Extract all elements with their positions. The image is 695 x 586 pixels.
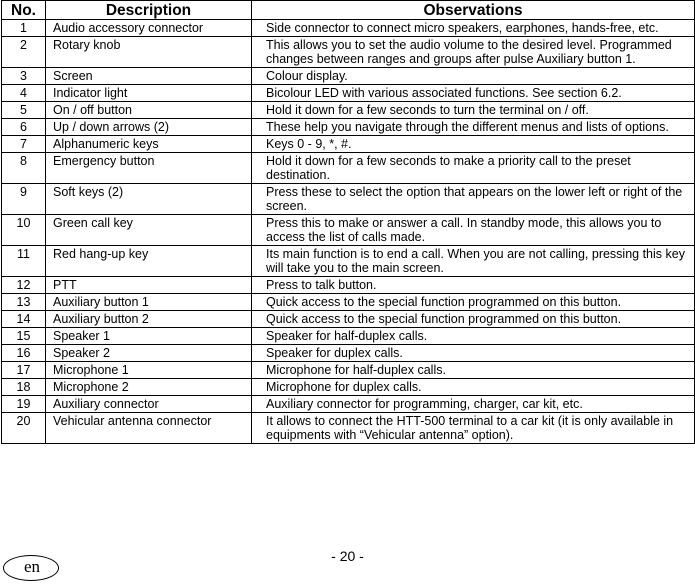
row-number: 17 xyxy=(2,362,46,379)
row-observations: Hold it down for a few seconds to make a priority call to the preset destination. xyxy=(252,153,695,184)
row-observations: Speaker for duplex calls. xyxy=(252,345,695,362)
table-row xyxy=(2,102,695,119)
row-observations: Bicolour LED with various associated functions. See section 6.2. xyxy=(252,85,695,102)
row-observations: Colour display. xyxy=(252,68,695,85)
row-observations: Press this to make or answer a call. In standby mode, this allows you to access the list of calls made. xyxy=(252,215,695,246)
row-number: 10 xyxy=(2,215,46,246)
row-observations: Hold it down for a few seconds to turn the terminal on / off. xyxy=(252,102,695,119)
row-observations: Quick access to the special function programmed on this button. xyxy=(252,311,695,328)
table-row xyxy=(2,277,695,294)
table-row xyxy=(2,136,695,153)
table-row xyxy=(2,311,695,328)
table-row xyxy=(2,345,695,362)
row-description: Speaker 2 xyxy=(46,345,252,362)
row-number: 12 xyxy=(2,277,46,294)
row-number: 7 xyxy=(2,136,46,153)
table-row xyxy=(2,379,695,396)
components-table xyxy=(1,0,695,444)
table-row xyxy=(2,396,695,413)
table-row xyxy=(2,362,695,379)
row-number: 9 xyxy=(2,184,46,215)
row-observations: Microphone for duplex calls. xyxy=(252,379,695,396)
row-number: 1 xyxy=(2,20,46,37)
table-row xyxy=(2,294,695,311)
row-number: 20 xyxy=(2,413,46,444)
row-observations: Press to talk button. xyxy=(252,277,695,294)
row-number: 11 xyxy=(2,246,46,277)
row-description: Vehicular antenna connector xyxy=(46,413,252,444)
row-description: Auxiliary button 2 xyxy=(46,311,252,328)
row-description: PTT xyxy=(46,277,252,294)
row-description: Rotary knob xyxy=(46,37,252,68)
row-description: Up / down arrows (2) xyxy=(46,119,252,136)
row-description: Emergency button xyxy=(46,153,252,184)
language-badge: en xyxy=(3,555,59,581)
row-description: Alphanumeric keys xyxy=(46,136,252,153)
row-observations: Microphone for half-duplex calls. xyxy=(252,362,695,379)
table-row xyxy=(2,20,695,37)
table-row xyxy=(2,413,695,444)
row-number: 14 xyxy=(2,311,46,328)
table-body xyxy=(2,20,695,444)
table-row xyxy=(2,153,695,184)
row-description: Auxiliary connector xyxy=(46,396,252,413)
header-description: Description xyxy=(46,1,252,20)
table-row xyxy=(2,85,695,102)
row-number: 5 xyxy=(2,102,46,119)
row-observations: Press these to select the option that appears on the lower left or right of the screen. xyxy=(252,184,695,215)
table-header-row xyxy=(2,1,695,20)
table-row xyxy=(2,37,695,68)
row-description: Indicator light xyxy=(46,85,252,102)
header-observations: Observations xyxy=(252,1,695,20)
header-no: No. xyxy=(2,1,46,20)
row-number: 4 xyxy=(2,85,46,102)
row-observations: Auxiliary connector for programming, charger, car kit, etc. xyxy=(252,396,695,413)
row-observations: It allows to connect the HTT-500 terminal to a car kit (it is only available in equipments with “Vehicular antenna” option). xyxy=(252,413,695,444)
row-description: Speaker 1 xyxy=(46,328,252,345)
row-description: Microphone 1 xyxy=(46,362,252,379)
row-description: Auxiliary button 1 xyxy=(46,294,252,311)
row-number: 19 xyxy=(2,396,46,413)
row-description: Red hang-up key xyxy=(46,246,252,277)
row-number: 2 xyxy=(2,37,46,68)
row-description: Audio accessory connector xyxy=(46,20,252,37)
row-observations: These help you navigate through the different menus and lists of options. xyxy=(252,119,695,136)
row-number: 6 xyxy=(2,119,46,136)
row-number: 13 xyxy=(2,294,46,311)
row-number: 16 xyxy=(2,345,46,362)
row-observations: Quick access to the special function programmed on this button. xyxy=(252,294,695,311)
table-row xyxy=(2,246,695,277)
table-row xyxy=(2,68,695,85)
table-row xyxy=(2,184,695,215)
table-row xyxy=(2,119,695,136)
row-observations: Side connector to connect micro speakers, earphones, hands-free, etc. xyxy=(252,20,695,37)
row-observations: Its main function is to end a call. When you are not calling, pressing this key will take you to the main screen. xyxy=(252,246,695,277)
row-number: 8 xyxy=(2,153,46,184)
row-description: Green call key xyxy=(46,215,252,246)
row-number: 3 xyxy=(2,68,46,85)
row-description: On / off button xyxy=(46,102,252,119)
row-observations: Keys 0 - 9, *, #. xyxy=(252,136,695,153)
row-number: 15 xyxy=(2,328,46,345)
page-number: - 20 - xyxy=(331,548,364,564)
row-number: 18 xyxy=(2,379,46,396)
row-description: Microphone 2 xyxy=(46,379,252,396)
row-observations: This allows you to set the audio volume to the desired level. Programmed changes between ranges and groups after pulse Auxiliary button 1. xyxy=(252,37,695,68)
row-description: Screen xyxy=(46,68,252,85)
row-observations: Speaker for half-duplex calls. xyxy=(252,328,695,345)
table-row xyxy=(2,328,695,345)
row-description: Soft keys (2) xyxy=(46,184,252,215)
table-row xyxy=(2,215,695,246)
